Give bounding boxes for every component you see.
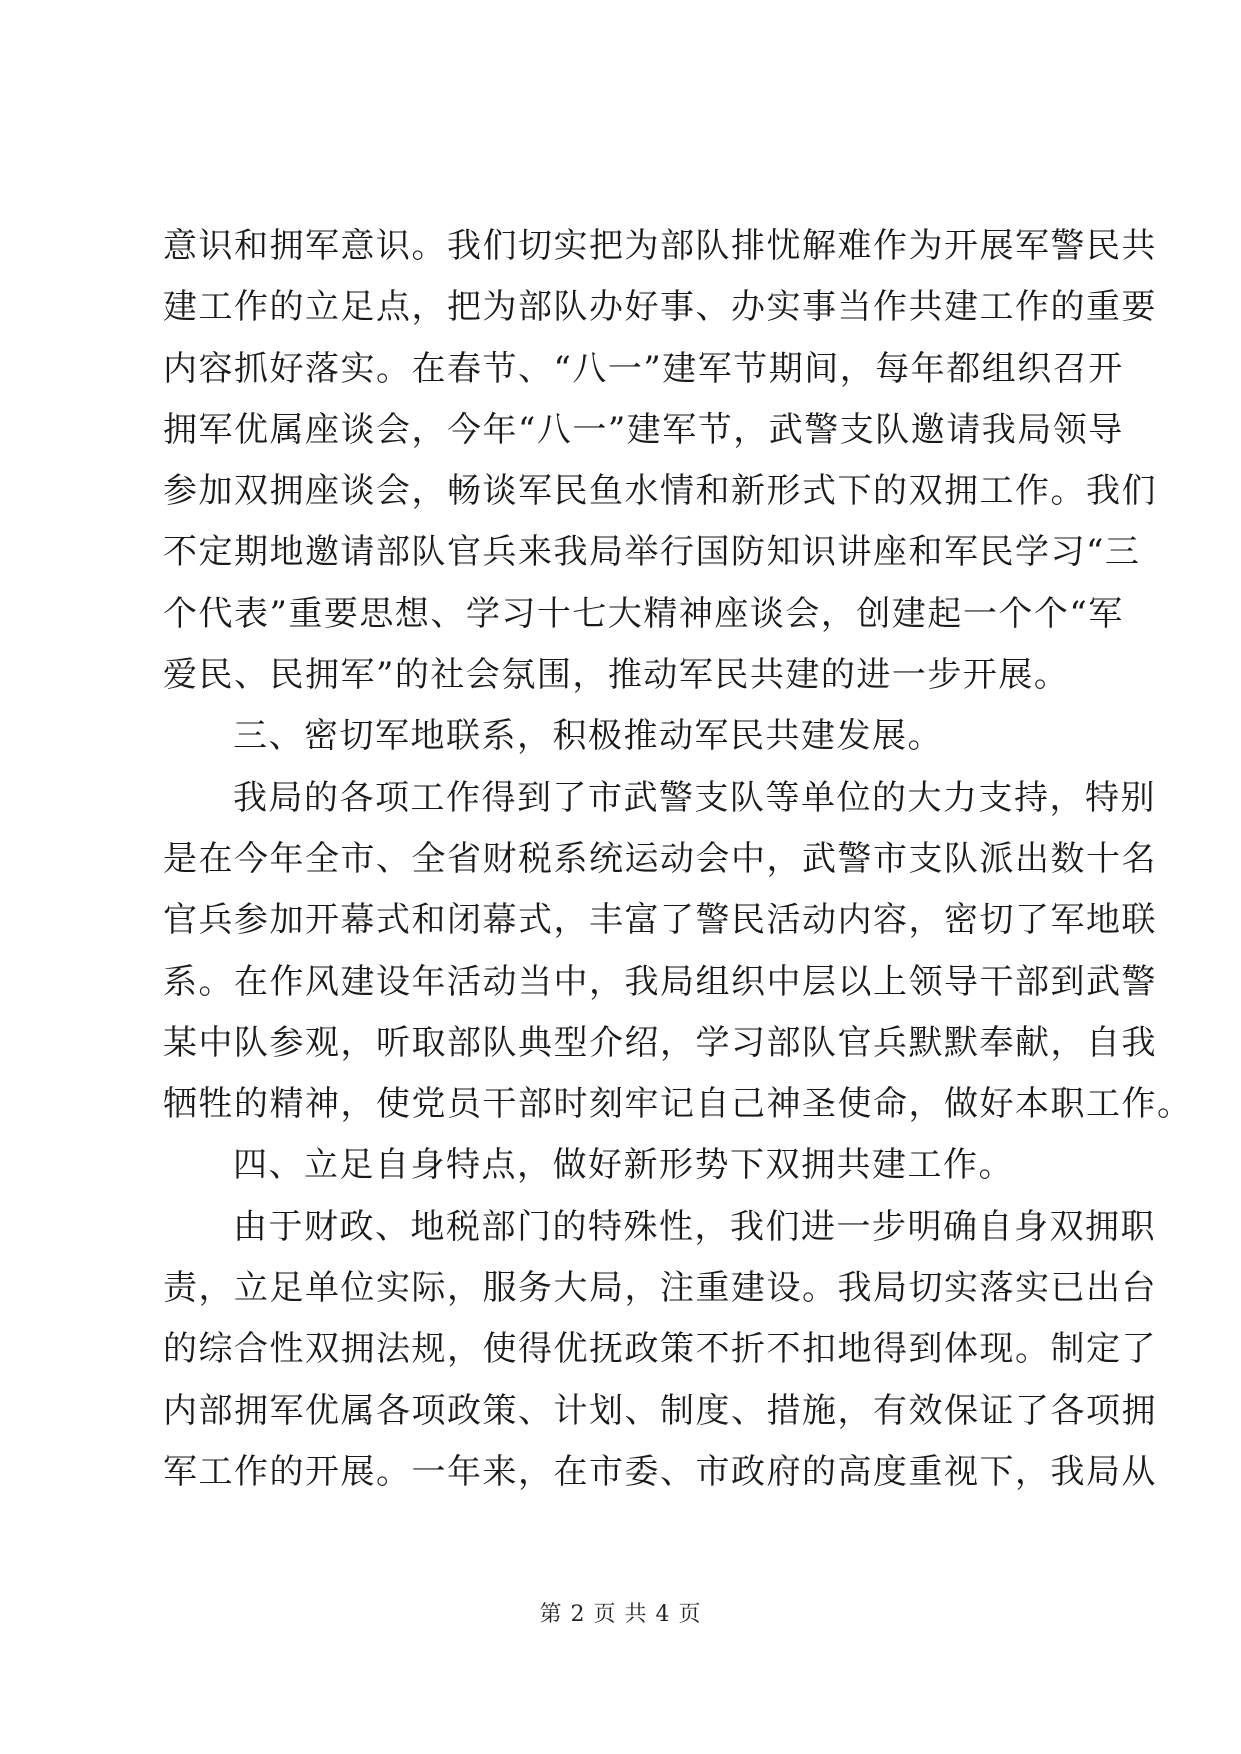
text-line: 军工作的开展。一年来，在市委、市政府的高度重视下，我局从 [163, 1451, 1157, 1492]
text-line: 意识和拥军意识。我们切实把为部队排忧解难作为开展军警民共 [163, 226, 1157, 266]
text-line: 是在今年全市、全省财税系统运动会中，武警市支队派出数十名 [163, 838, 1157, 879]
text-line: 不定期地邀请部队官兵来我局举行国防知识讲座和军民学习“三 [163, 532, 1141, 573]
text-line: 个代表”重要思想、学习十七大精神座谈会，创建起一个个“军 [163, 593, 1124, 634]
text-line: 四、立足自身特点，做好新形势下双拥共建工作。 [233, 1145, 1014, 1186]
text-line: 参加双拥座谈会，畅谈军民鱼水情和新形式下的双拥工作。我们 [163, 471, 1157, 512]
document-body [163, 216, 1193, 1503]
text-line: 由于财政、地税部门的特殊性，我们进一步明确自身双拥职 [233, 1206, 1156, 1247]
text-line: 三、密切军地联系，积极推动军民共建发展。 [233, 716, 943, 757]
text-line: 拥军优属座谈会，今年“八一”建军节，武警支队邀请我局领导 [163, 409, 1124, 450]
text-line: 官兵参加开幕式和闭幕式，丰富了警民活动内容，密切了军地联 [163, 900, 1157, 941]
text-line: 内容抓好落实。在春节、“八一”建军节期间，每年都组织召开 [163, 348, 1124, 389]
text-line: 某中队参观，听取部队典型介绍，学习部队官兵默默奉献，自我 [163, 1022, 1157, 1063]
text-line: 爱民、民拥军”的社会氛围，推动军民共建的进一步开展。 [163, 655, 1070, 696]
text-line: 责，立足单位实际，服务大局，注重建设。我局切实落实已出台 [163, 1268, 1157, 1309]
text-line: 系。在作风建设年活动当中，我局组织中层以上领导干部到武警 [163, 961, 1157, 1002]
text-line: 建工作的立足点，把为部队办好事、办实事当作共建工作的重要 [163, 287, 1157, 328]
text-line: 内部拥军优属各项政策、计划、制度、措施，有效保证了各项拥 [163, 1390, 1157, 1431]
text-line: 我局的各项工作得到了市武警支队等单位的大力支持，特别 [233, 777, 1156, 818]
text-line: 牺牲的精神，使党员干部时刻牢记自己神圣使命，做好本职工作。 [163, 1084, 1193, 1125]
page-footer: 第 2 页 共 4 页 [539, 1602, 702, 1627]
text-line: 的综合性双拥法规，使得优抚政策不折不扣地得到体现。制定了 [163, 1329, 1157, 1370]
